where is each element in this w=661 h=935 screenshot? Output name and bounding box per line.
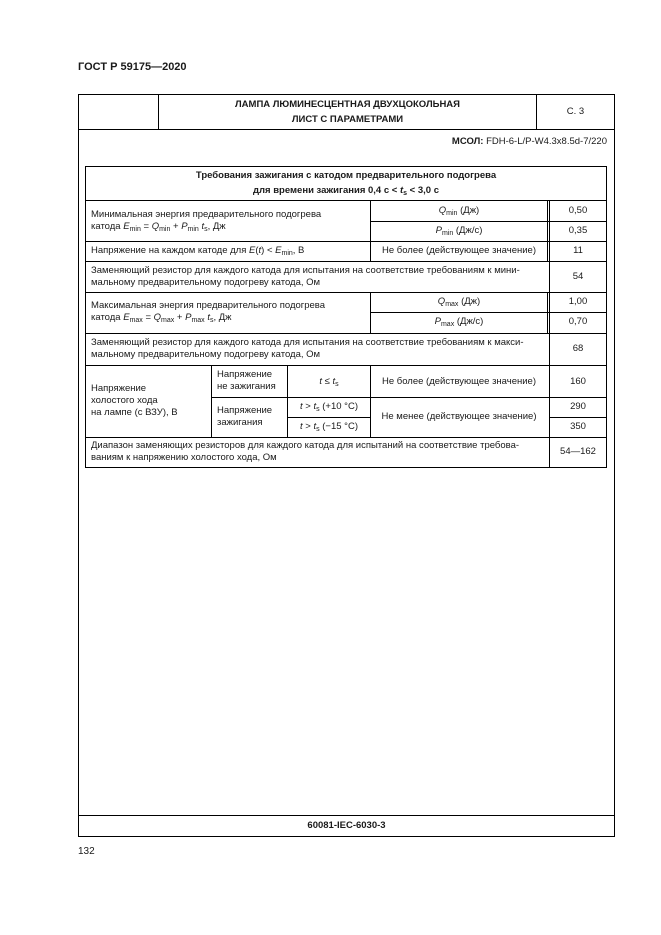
no-ignition-time: $t \le t_s$ bbox=[319, 376, 339, 388]
mcol-line: МСОЛ: FDH-6-L/P-W4.3x8.5d-7/220 bbox=[451, 136, 607, 147]
ignition-time-1: $t > t_s$ (+10 °С) bbox=[300, 401, 358, 413]
resistor-range-label: Диапазон заменяющих резисторов для каждого катода для испытаний на соответствие требова- ваниям к напряжению холостого хода, Ом bbox=[91, 440, 520, 463]
no-ignition-label: Напряжение не зажигания bbox=[217, 369, 276, 392]
pmax-value: 0,70 bbox=[568, 316, 588, 327]
frame-right bbox=[614, 94, 615, 837]
no-ignition-value: 160 bbox=[570, 376, 586, 387]
qmin-value: 0,50 bbox=[568, 205, 588, 216]
ignition-condition: Не менее (действующее значение) bbox=[381, 411, 537, 422]
qmax-value: 1,00 bbox=[568, 296, 588, 307]
pmax-label: $P_{max}$ (Дж/с) bbox=[434, 316, 484, 328]
resistor-min-label: Заменяющий резистор для каждого катода для испытания на соответствие требованиям к мини- мальному предварительному подогреву катода, Ом bbox=[91, 265, 520, 288]
sheet-page: С. 3 bbox=[566, 106, 585, 117]
resistor-min-value: 54 bbox=[572, 271, 584, 282]
ocv-label: Напряжение холостого хода на лампе (с ВЗУ), В bbox=[91, 383, 178, 418]
qmax-label: $Q_{max}$ (Дж) bbox=[437, 296, 481, 308]
no-ignition-condition: Не более (действующее значение) bbox=[382, 376, 536, 387]
frame-left bbox=[78, 94, 79, 837]
qmin-label: $Q_{min}$ (Дж) bbox=[438, 205, 480, 217]
resistor-max-value: 68 bbox=[572, 343, 584, 354]
pmin-label: $P_{min}$ (Дж/с) bbox=[435, 225, 483, 237]
ignition-time-2: $t > t_s$ (−15 °С) bbox=[300, 421, 358, 433]
ignition-value-2: 350 bbox=[570, 421, 586, 432]
resistor-range-value: 54—162 bbox=[560, 446, 596, 457]
standard-number: ГОСТ Р 59175—2020 bbox=[78, 61, 187, 73]
table-title: Требования зажигания с катодом предварительного подогрева для времени зажигания 0,4 $с < t_s < 3,0$ с bbox=[195, 170, 497, 197]
sheet-title: ЛАМПА ЛЮМИНЕСЦЕНТНАЯ ДВУХЦОКОЛЬНАЯ ЛИСТ С ПАРАМЕТРАМИ bbox=[235, 99, 460, 125]
resistor-max-label: Заменяющий резистор для каждого катода для испытания на соответствие требованиям к макси- мальному предварительному подогреву катода, Ом bbox=[91, 337, 524, 360]
ignition-label: Напряжение зажигания bbox=[217, 405, 273, 428]
ignition-value-1: 290 bbox=[570, 401, 586, 412]
emin-label: Минимальная энергия предварительного подогрева катода $E_{min} = Q_{min} + P_{min}$ $t_s$, Дж bbox=[91, 209, 322, 233]
pmin-value: 0,35 bbox=[568, 225, 588, 236]
voltage-condition: Не более (действующее значение) bbox=[382, 245, 536, 256]
voltage-label: Напряжение на каждом катоде для $E(t) < E_{min}$, В bbox=[91, 245, 305, 257]
footer-code: 60081-IEC-6030-3 bbox=[307, 820, 386, 831]
page-number: 132 bbox=[78, 846, 95, 857]
voltage-value: 11 bbox=[573, 245, 583, 256]
frame-bottom bbox=[78, 836, 615, 837]
emax-label: Максимальная энергия предварительного подогрева катода $E_{max} = Q_{max} + P_{max}$ $t_s$, Дж bbox=[91, 300, 326, 324]
